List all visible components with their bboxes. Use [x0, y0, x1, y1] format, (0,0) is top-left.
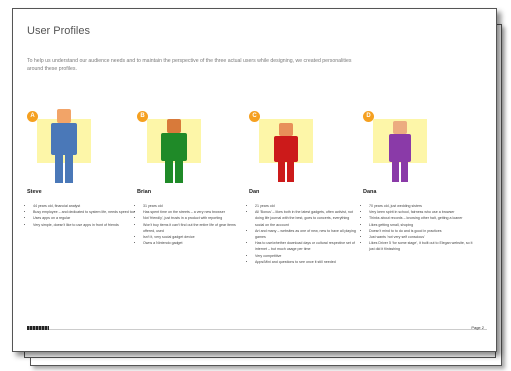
persona-detail-item: • Has spent time on the streets – a very new browser: [143, 209, 247, 215]
persona-badge: A: [27, 111, 38, 122]
persona-name: Dan: [249, 189, 260, 195]
figure-head: [393, 121, 407, 134]
figure-head: [167, 119, 181, 133]
persona-detail-item: • 31 years old: [143, 203, 247, 209]
figure-head: [57, 109, 71, 123]
persona-details-list: [137, 203, 247, 246]
figure-left-leg: [392, 162, 399, 182]
figure-body: [161, 133, 187, 161]
page-number: Page 2: [471, 325, 484, 330]
intro-paragraph: To help us understand our audience needs and to maintain the perspective of the three actual users while designing, we created personalities around these profiles.: [27, 58, 352, 72]
persona-detail-item: • Has to use/whether download days or cultural respective set of internet – but much usage per time: [255, 240, 359, 252]
figure-head: [279, 123, 293, 136]
persona-detail-item: • Busy employee – and dedicated to system life, needs speed too: [33, 209, 137, 215]
persona-detail-item: • 44 years old, financial analyst: [33, 203, 137, 209]
persona-details-list: [27, 203, 137, 228]
page-title: User Profiles: [27, 25, 90, 37]
persona-badge: B: [137, 111, 148, 122]
footer-rule: [27, 329, 487, 330]
persona-detail-item: • Likes Driver 5 'for some stage', it built out to Elegan website, so it just did it fiinisshing: [369, 240, 473, 252]
persona-detail-item: • Art and many – websites as one of new, new to have all playing games: [255, 228, 359, 240]
persona-detail-item: • Won't buy items it can't find out the entire life of gear items offered, used: [143, 222, 247, 234]
persona-detail-item: • Thinks about records – knowing other halt, getting a loaner: [369, 215, 473, 221]
persona-detail-item: • 70 years old, just wedding sisters: [369, 203, 473, 209]
figure-left-leg: [278, 162, 285, 182]
figure-right-leg: [401, 162, 408, 182]
persona-detail-item: • All 'Bonus' – likes both in the latest gadgets, often activist, not doing life journal with the best, goes to concerts, everything social on the account: [255, 209, 359, 228]
persona-name: Steve: [27, 189, 42, 195]
persona-detail-item: • Owns a Nintendo gadget: [143, 240, 247, 246]
document-page: [12, 8, 497, 352]
figure-body: [274, 136, 298, 162]
persona-detail-item: • Very competitive: [255, 253, 359, 259]
person-figure-icon: [45, 107, 85, 187]
figure-left-leg: [165, 161, 173, 183]
figure-right-leg: [65, 155, 73, 183]
figure-right-leg: [175, 161, 183, 183]
person-figure-icon: [267, 107, 307, 187]
persona-name: Dana: [363, 189, 377, 195]
persona-badge: C: [249, 111, 260, 122]
person-figure-icon: [155, 107, 195, 187]
persona-detail-item: • Uses apps on a regular: [33, 215, 137, 221]
person-figure-icon: [381, 107, 421, 187]
persona-detail-item: • Isn't it, very social gadget device: [143, 234, 247, 240]
persona-details-list: [363, 203, 473, 253]
figure-body: [389, 134, 411, 162]
persona-detail-item: • Likes getting small, shoping: [369, 222, 473, 228]
footer-logo: [27, 326, 49, 330]
persona-detail-item: • Doesn't mind to to do and is good in practices: [369, 228, 473, 234]
persona-detail-item: • Apps/Mini and questions to see once it still needed: [255, 259, 359, 265]
persona-detail-item: • Not 'friendly', just trusts in a product with reporting: [143, 215, 247, 221]
persona-detail-item: • Very simple, doesn't like to use apps in front of friends: [33, 222, 137, 228]
figure-left-leg: [55, 155, 63, 183]
persona-detail-item: • Very keen spirit in school, fairness who use a browser: [369, 209, 473, 215]
persona-detail-item: • Just wants 'not very self conscious': [369, 234, 473, 240]
figure-right-leg: [287, 162, 294, 182]
figure-body: [51, 123, 77, 155]
persona-details-list: [249, 203, 359, 265]
persona-name: Brian: [137, 189, 152, 195]
persona-detail-item: • 21 years old: [255, 203, 359, 209]
persona-badge: D: [363, 111, 374, 122]
